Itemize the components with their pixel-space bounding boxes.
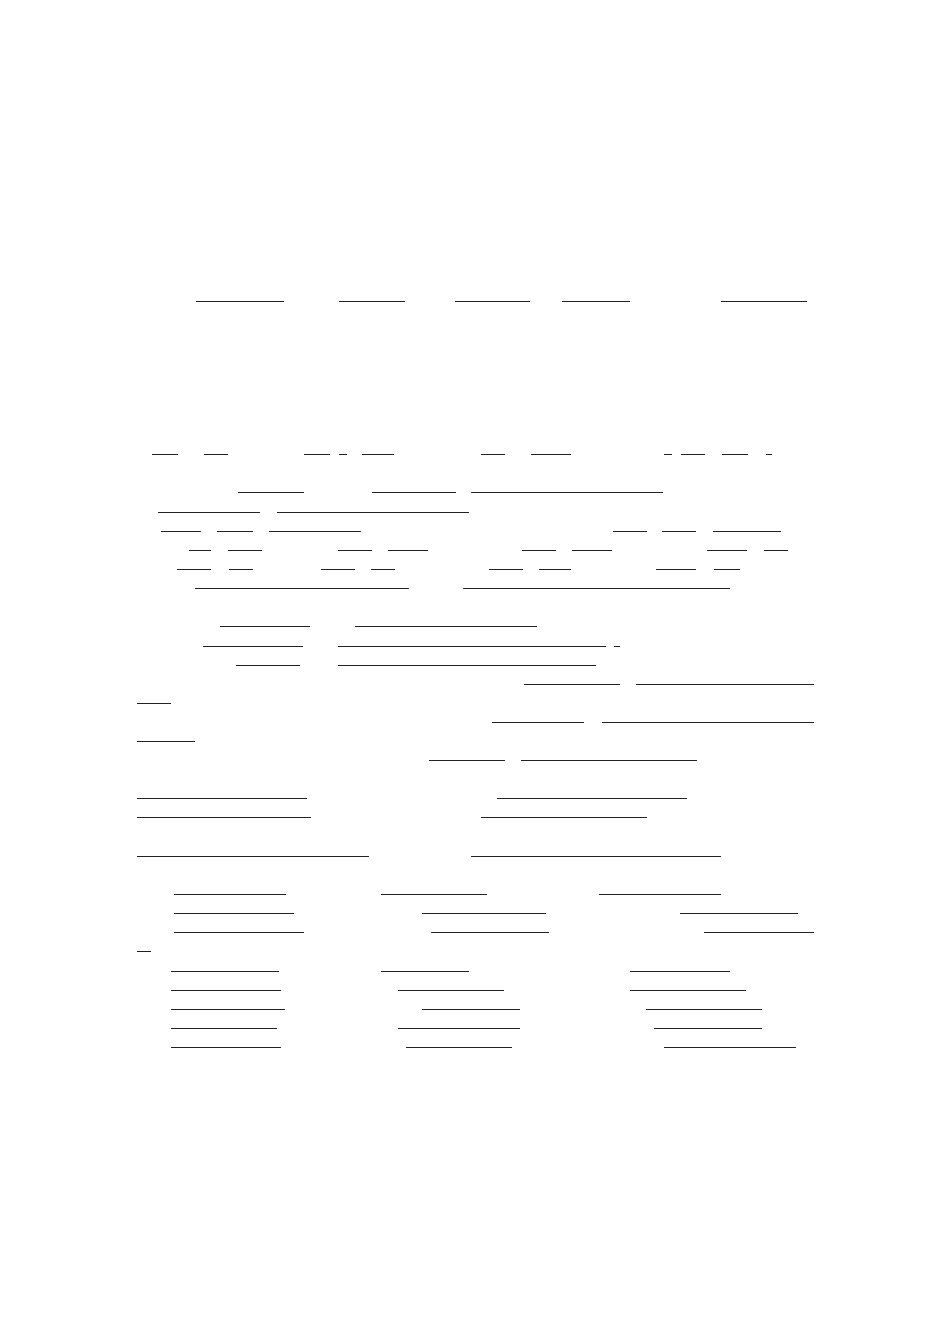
worksheet-line <box>0 400 950 420</box>
worksheet-line <box>0 534 950 554</box>
answer-blank <box>714 569 740 570</box>
answer-blank <box>171 990 281 991</box>
answer-blank <box>161 531 201 532</box>
answer-blank <box>489 569 523 570</box>
answer-blank <box>137 951 151 952</box>
answer-blank <box>471 856 721 857</box>
worksheet-line <box>0 93 950 113</box>
answer-blank <box>277 512 469 513</box>
answer-blank <box>217 531 253 532</box>
answer-blank <box>662 531 696 532</box>
answer-blank <box>137 741 195 742</box>
worksheet-line <box>0 496 950 516</box>
worksheet-line <box>0 1165 950 1185</box>
worksheet-line <box>0 304 950 324</box>
answer-blank <box>721 301 807 302</box>
worksheet-line <box>0 1223 950 1243</box>
answer-blank <box>137 856 369 857</box>
worksheet-line <box>0 1031 950 1051</box>
answer-blank <box>431 932 549 933</box>
answer-blank <box>680 913 798 914</box>
answer-blank <box>614 646 620 647</box>
answer-blank <box>204 454 228 455</box>
answer-blank <box>195 588 409 589</box>
worksheet-line <box>0 362 950 382</box>
answer-blank <box>381 971 469 972</box>
worksheet-line <box>0 630 950 650</box>
worksheet-line <box>0 916 950 936</box>
answer-blank <box>481 454 505 455</box>
answer-blank <box>371 569 395 570</box>
answer-blank <box>398 1028 520 1029</box>
worksheet-line <box>0 801 950 821</box>
answer-blank <box>481 817 647 818</box>
worksheet-line <box>0 878 950 898</box>
worksheet-line <box>0 515 950 535</box>
answer-blank <box>630 990 746 991</box>
worksheet-line <box>0 859 950 879</box>
answer-blank <box>602 722 814 723</box>
answer-blank <box>531 454 571 455</box>
worksheet-line <box>0 974 950 994</box>
worksheet-line <box>0 820 950 840</box>
answer-blank <box>562 301 630 302</box>
answer-blank <box>521 760 697 761</box>
worksheet-line <box>0 1146 950 1166</box>
answer-blank <box>429 760 505 761</box>
answer-blank <box>174 932 304 933</box>
worksheet-line <box>0 649 950 669</box>
answer-blank <box>137 817 311 818</box>
worksheet-line <box>0 246 950 266</box>
worksheet-line <box>0 122 950 142</box>
answer-blank <box>664 454 672 455</box>
worksheet-line <box>0 1108 950 1128</box>
answer-blank <box>339 454 347 455</box>
worksheet-line <box>0 955 950 975</box>
answer-blank <box>152 454 178 455</box>
answer-blank <box>471 492 663 493</box>
answer-blank <box>137 703 171 704</box>
answer-blank <box>338 550 372 551</box>
worksheet-line <box>0 1012 950 1032</box>
worksheet-line <box>0 419 950 439</box>
answer-blank <box>229 569 253 570</box>
answer-blank <box>338 646 606 647</box>
answer-blank <box>630 971 730 972</box>
answer-blank <box>654 1028 762 1029</box>
answer-blank <box>372 492 456 493</box>
worksheet-line <box>0 438 950 458</box>
answer-blank <box>171 1009 285 1010</box>
answer-blank <box>137 798 307 799</box>
answer-blank <box>174 894 286 895</box>
answer-blank <box>220 626 310 627</box>
worksheet-line <box>0 180 950 200</box>
answer-blank <box>455 301 530 302</box>
answer-blank <box>398 990 504 991</box>
answer-blank <box>572 550 612 551</box>
answer-blank <box>713 531 781 532</box>
answer-blank <box>381 894 487 895</box>
answer-blank <box>764 550 788 551</box>
worksheet-line <box>0 591 950 611</box>
worksheet-line <box>0 1203 950 1223</box>
answer-blank <box>321 569 355 570</box>
answer-blank <box>362 454 394 455</box>
answer-blank <box>463 588 730 589</box>
answer-blank <box>338 665 596 666</box>
worksheet-line <box>0 266 950 286</box>
answer-blank <box>269 531 361 532</box>
worksheet-line <box>0 342 950 362</box>
answer-blank <box>388 550 428 551</box>
answer-blank <box>636 684 814 685</box>
answer-blank <box>355 626 537 627</box>
worksheet-line <box>0 151 950 171</box>
worksheet-line <box>0 1069 950 1089</box>
worksheet-line <box>0 687 950 707</box>
answer-blank <box>406 1047 512 1048</box>
worksheet-line <box>0 763 950 783</box>
answer-blank <box>613 531 647 532</box>
worksheet-line <box>0 553 950 573</box>
answer-blank <box>497 798 687 799</box>
answer-blank <box>203 646 303 647</box>
answer-blank <box>722 454 748 455</box>
answer-blank <box>422 1009 520 1010</box>
worksheet-line <box>0 1127 950 1147</box>
answer-blank <box>681 454 705 455</box>
worksheet-line <box>0 323 950 343</box>
answer-blank <box>522 550 556 551</box>
answer-blank <box>766 454 772 455</box>
worksheet-line <box>0 572 950 592</box>
worksheet-line <box>0 782 950 802</box>
answer-blank <box>524 684 620 685</box>
answer-blank <box>646 1009 762 1010</box>
answer-blank <box>539 569 571 570</box>
answer-blank <box>304 454 330 455</box>
answer-blank <box>236 665 300 666</box>
worksheet-line <box>0 381 950 401</box>
worksheet-line <box>0 725 950 745</box>
worksheet-line <box>0 1088 950 1108</box>
answer-blank <box>339 301 405 302</box>
answer-blank <box>238 492 304 493</box>
worksheet-line <box>0 706 950 726</box>
answer-blank <box>177 569 211 570</box>
worksheet-line <box>0 744 950 764</box>
answer-blank <box>174 913 294 914</box>
answer-blank <box>704 932 814 933</box>
answer-blank <box>656 569 696 570</box>
answer-blank <box>196 301 284 302</box>
worksheet-line <box>0 208 950 228</box>
answer-blank <box>189 550 211 551</box>
answer-blank <box>707 550 747 551</box>
worksheet-line <box>0 285 950 305</box>
worksheet-line <box>0 476 950 496</box>
answer-blank <box>171 971 279 972</box>
answer-blank <box>422 913 546 914</box>
worksheet-line <box>0 610 950 630</box>
worksheet-line <box>0 1242 950 1262</box>
worksheet-line <box>0 840 950 860</box>
answer-blank <box>664 1047 796 1048</box>
answer-blank <box>599 894 721 895</box>
answer-blank <box>171 1047 281 1048</box>
worksheet-line <box>0 1050 950 1070</box>
answer-blank <box>228 550 262 551</box>
answer-blank <box>158 512 260 513</box>
answer-blank <box>171 1028 277 1029</box>
worksheet-line <box>0 897 950 917</box>
worksheet-line <box>0 1184 950 1204</box>
worksheet-line <box>0 668 950 688</box>
worksheet-line <box>0 457 950 477</box>
worksheet-line <box>0 993 950 1013</box>
answer-blank <box>492 722 584 723</box>
